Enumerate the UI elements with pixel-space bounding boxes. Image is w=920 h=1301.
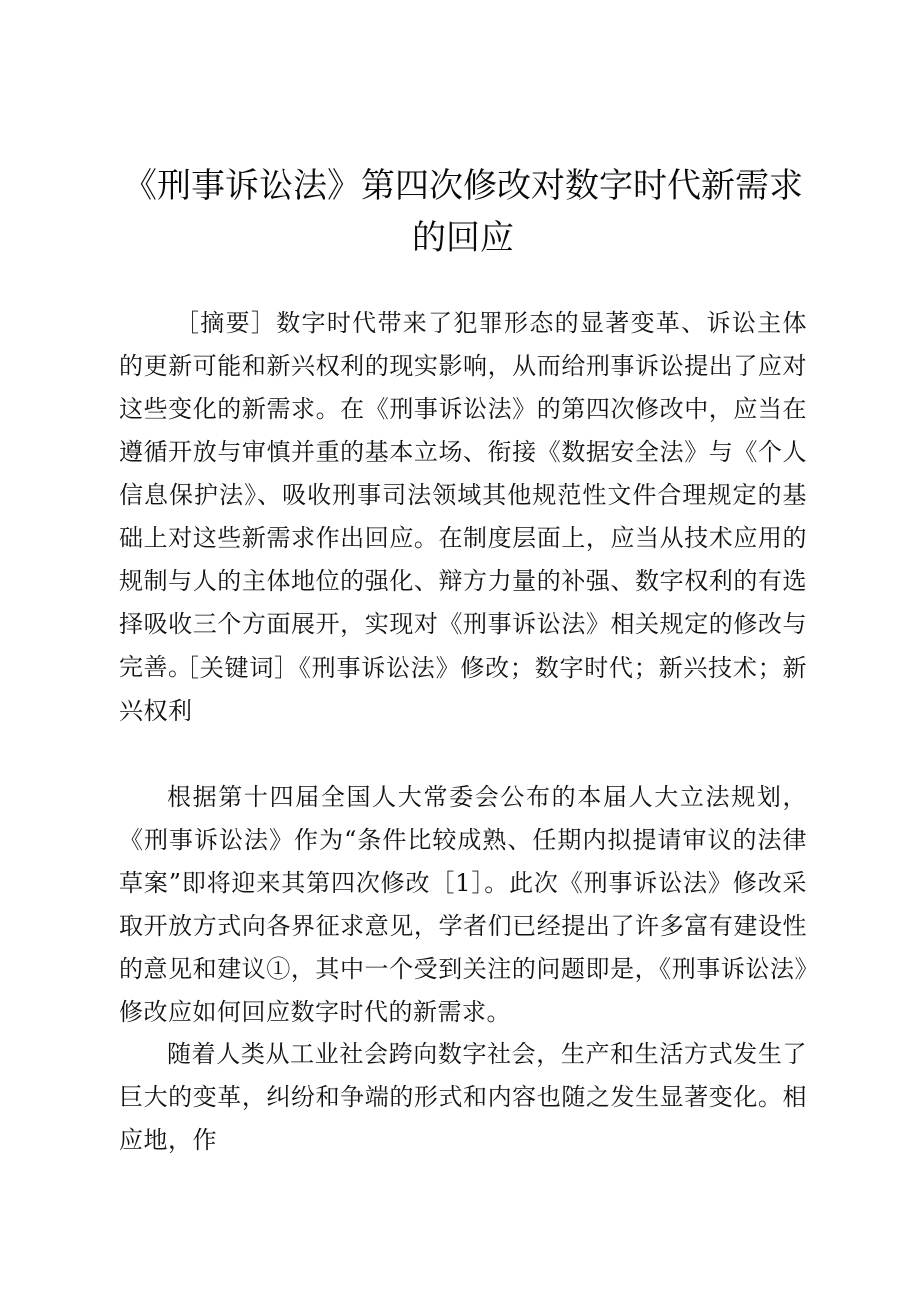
document-title: 《刑事诉讼法》第四次修改对数字时代新需求的回应 <box>123 166 803 258</box>
keywords-paragraph: ［关键词］《刑事诉讼法》修改；数字时代；新兴技术；新兴权利 <box>119 654 807 725</box>
abstract-paragraph: ［摘要］数字时代带来了犯罪形态的显著变革、诉讼主体的更新可能和新兴权利的现实影响，从而给刑事诉讼提出了应对这些变化的新需求。在《刑事诉讼法》的第四次修改中，应当在遵循开放与审慎并重的基本立场、衔接《数据安全法》与《个人信息保护法》、吸收刑事司法领域其他规范性文件合理规定的基础上对这些新需求作出回应。在制度层面上，应当从技术应用的规制与人的主体地位的强化、辩方力量的补强、数字权利的有选择吸收三个方面展开，实现对《刑事诉讼法》相关规定的修改与完善。 <box>119 309 807 681</box>
body-paragraph-2: 随着人类从工业社会跨向数字社会，生产和生活方式发生了巨大的变革，纠纷和争端的形式和内容也随之发生显著变化。相应地，作 <box>119 1040 807 1154</box>
body-paragraph-1: 根据第十四届全国人大常委会公布的本届人大立法规划，《刑事诉讼法》作为“条件比较成熟、任期内拟提请审议的法律草案”即将迎来其第四次修改［1］。此次《刑事诉讼法》修改采取开放方式向各界征求意见，学者们已经提出了许多富有建设性的意见和建议①，其中一个受到关注的问题即是，《刑事诉讼法》修改应如何回应数字时代的新需求。 <box>119 783 807 1026</box>
